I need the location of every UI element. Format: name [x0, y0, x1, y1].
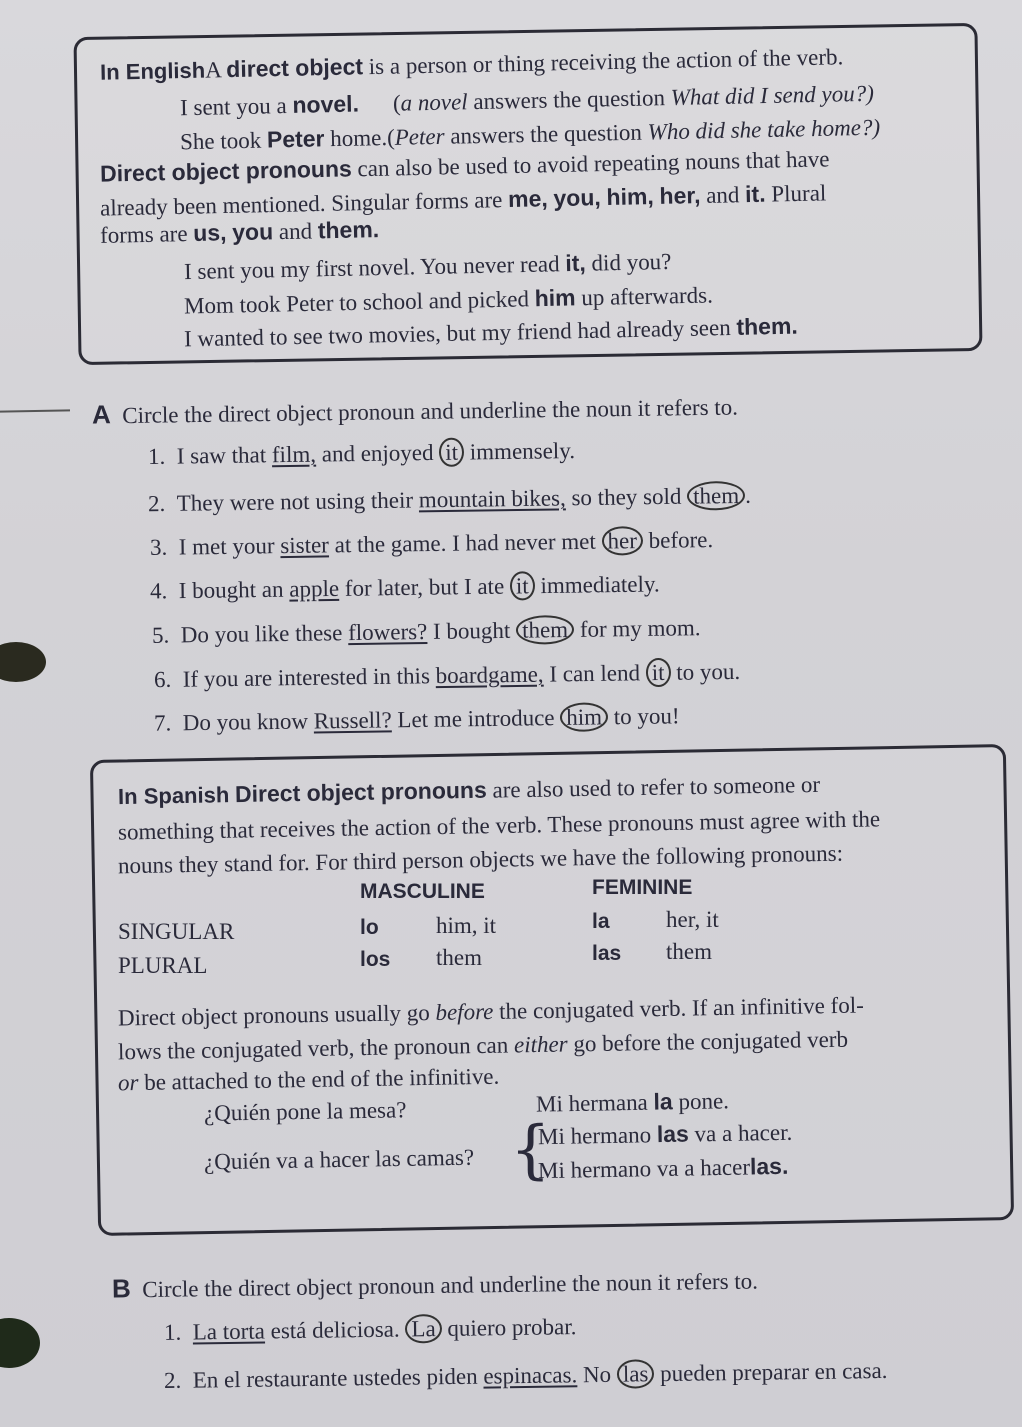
- sentence-end: to you.: [670, 658, 741, 685]
- underlined-noun: sister: [280, 532, 330, 559]
- sentence-end: immensely.: [463, 438, 576, 465]
- spanish-answer-2a: Mi hermano las va a hacer.: [537, 1119, 793, 1150]
- spanish-question-1: ¿Quién pone la mesa?: [203, 1097, 407, 1126]
- section-b-instruction: B Circle the direct object pronoun and underline the noun it refers to.: [111, 1268, 759, 1304]
- item-number: 5.: [151, 622, 170, 648]
- circled-pronoun: las: [617, 1359, 655, 1389]
- underlined-noun: boardgame,: [435, 661, 544, 689]
- english-paragraph-2-line-3: forms are us, you and them.: [99, 216, 380, 248]
- underlined-noun: espinacas.: [483, 1362, 578, 1389]
- section-a-item-4: [150, 570, 660, 605]
- sentence-start: They were not using their: [176, 487, 419, 516]
- underlined-noun: apple: [289, 575, 340, 602]
- sentence-middle: so they sold: [565, 483, 688, 511]
- sentence-end: for my mom.: [573, 615, 701, 642]
- underlined-noun: film,: [271, 441, 317, 468]
- spanish-paragraph-2-line-2: lows the conjugated verb, the pronoun can either go before the conjugated verb: [117, 1026, 849, 1065]
- english-heading: In English: [99, 57, 206, 85]
- item-number: 1.: [147, 443, 166, 469]
- circled-pronoun: it: [646, 658, 671, 687]
- spanish-paragraph-1-line-2: something that receives the action of the verb. These pronouns must agree with the: [117, 806, 881, 845]
- spanish-paragraph-2-line-1: Direct object pronouns usually go before the conjugated verb. If an infinitive fol-: [117, 992, 864, 1031]
- english-sentence-3: I wanted to see two movies, but my friend had already seen them.: [183, 312, 799, 352]
- sentence-middle: for later, but I ate: [338, 573, 511, 601]
- underlined-noun: flowers?: [347, 618, 428, 646]
- section-b-item-2: 2. En el restaurante ustedes piden espinacas. No las pueden preparar en casa.: [163, 1357, 888, 1394]
- item-number: 6.: [153, 666, 172, 693]
- table-header-masculine: MASCULINE: [360, 880, 485, 903]
- circled-pronoun: La: [405, 1314, 442, 1344]
- section-a-instruction: A Circle the direct object pronoun and underline the noun it refers to.: [91, 394, 739, 430]
- sentence-middle: Let me introduce: [391, 704, 561, 733]
- item-number: 2.: [147, 490, 166, 517]
- table-cell-la: la: [592, 910, 610, 933]
- table-cell-las: las: [592, 942, 622, 965]
- item-number: 7.: [153, 710, 172, 736]
- english-example-2: She took Peter home.(Peter answers the question Who did she take home?): [179, 114, 881, 155]
- sentence-middle: and enjoyed: [315, 439, 440, 467]
- item-number: 3.: [149, 534, 168, 560]
- spanish-answer-2b: Mi hermano va a hacerlas.: [537, 1152, 789, 1184]
- sentence-middle: at the game. I had never met: [328, 528, 602, 558]
- binder-hole-1: [0, 642, 46, 682]
- underlined-noun: mountain bikes,: [418, 485, 566, 513]
- sentence-end: immediately.: [534, 571, 660, 599]
- section-b-item-1: 1. La torta está deliciosa. La quiero probar.: [163, 1314, 577, 1345]
- sentence-end: to you!: [607, 703, 680, 730]
- english-paragraph-2-line-2: already been mentioned. Singular forms are me, you, him, her, and it. Plural: [99, 180, 827, 221]
- sentence-start: I bought an: [178, 576, 290, 604]
- circled-pronoun: them: [516, 615, 574, 645]
- section-a-pen-mark: [0, 409, 70, 412]
- table-row-plural-label: PLURAL: [118, 953, 208, 978]
- circled-pronoun: him: [560, 702, 608, 732]
- circled-pronoun: it: [439, 438, 464, 467]
- item-number: 4.: [149, 578, 168, 604]
- binder-hole-2: [0, 1318, 40, 1368]
- section-a-item-3: [150, 526, 714, 562]
- spanish-paragraph-2-line-3: or be attached to the end of the infinitive.: [117, 1063, 500, 1096]
- table-header-feminine: FEMININE: [592, 876, 693, 899]
- english-intro: In EnglishA direct object is a person or thing receiving the action of the verb.: [99, 44, 844, 85]
- sentence-middle: I bought: [427, 617, 517, 644]
- english-sentence-1: I sent you my first novel. You never read it, did you?: [183, 248, 672, 285]
- brace-symbol: {: [510, 1113, 551, 1187]
- section-a-item-5: [152, 614, 701, 650]
- spanish-answer-1: Mi hermana la pone.: [535, 1088, 730, 1117]
- table-cell-la-translation: her, it: [666, 907, 719, 932]
- sentence-start: Do you know: [182, 708, 314, 736]
- english-example-1: I sent you a novel. (a novel answers the question What did I send you?): [179, 80, 875, 121]
- spanish-paragraph-1-line-1: In Spanish Direct object pronouns are also used to refer to someone or: [117, 771, 821, 810]
- section-b-letter: B: [111, 1273, 132, 1304]
- section-a-item-2: [148, 482, 751, 518]
- table-row-singular-label: SINGULAR: [118, 919, 235, 944]
- section-a-item-6: [154, 658, 741, 694]
- table-cell-lo: lo: [360, 916, 379, 939]
- sentence-start: I saw that: [176, 442, 273, 469]
- circled-pronoun: her: [601, 526, 643, 556]
- table-cell-lo-translation: him, it: [436, 913, 497, 938]
- table-cell-las-translation: them: [666, 939, 712, 964]
- section-a-item-1: [148, 437, 575, 471]
- spanish-question-2: ¿Quién va a hacer las camas?: [203, 1144, 475, 1175]
- underlined-noun: Russell?: [313, 707, 392, 734]
- sentence-start: Do you like these: [180, 620, 349, 648]
- spanish-heading: In Spanish: [117, 782, 230, 810]
- sentence-middle: I can lend: [543, 660, 646, 687]
- sentence-end: .: [744, 482, 752, 508]
- underlined-noun: La torta: [192, 1318, 266, 1345]
- section-a-item-7: [154, 702, 680, 737]
- sentence-end: before.: [642, 527, 714, 554]
- sentence-start: I met your: [178, 533, 281, 560]
- table-cell-los: los: [360, 948, 391, 971]
- english-sentence-2: Mom took Peter to school and picked him up afterwards.: [183, 282, 714, 319]
- circled-pronoun: it: [510, 571, 535, 600]
- table-cell-los-translation: them: [436, 945, 482, 970]
- circled-pronoun: them: [687, 481, 745, 511]
- english-paragraph-2-line-1: Direct object pronouns can also be used to avoid repeating nouns that have: [99, 146, 830, 187]
- sentence-start: If you are interested in this: [182, 663, 436, 692]
- spanish-paragraph-1-line-3: nouns they stand for. For third person objects we have the following pronouns:: [117, 840, 844, 879]
- section-a-letter: A: [91, 399, 112, 430]
